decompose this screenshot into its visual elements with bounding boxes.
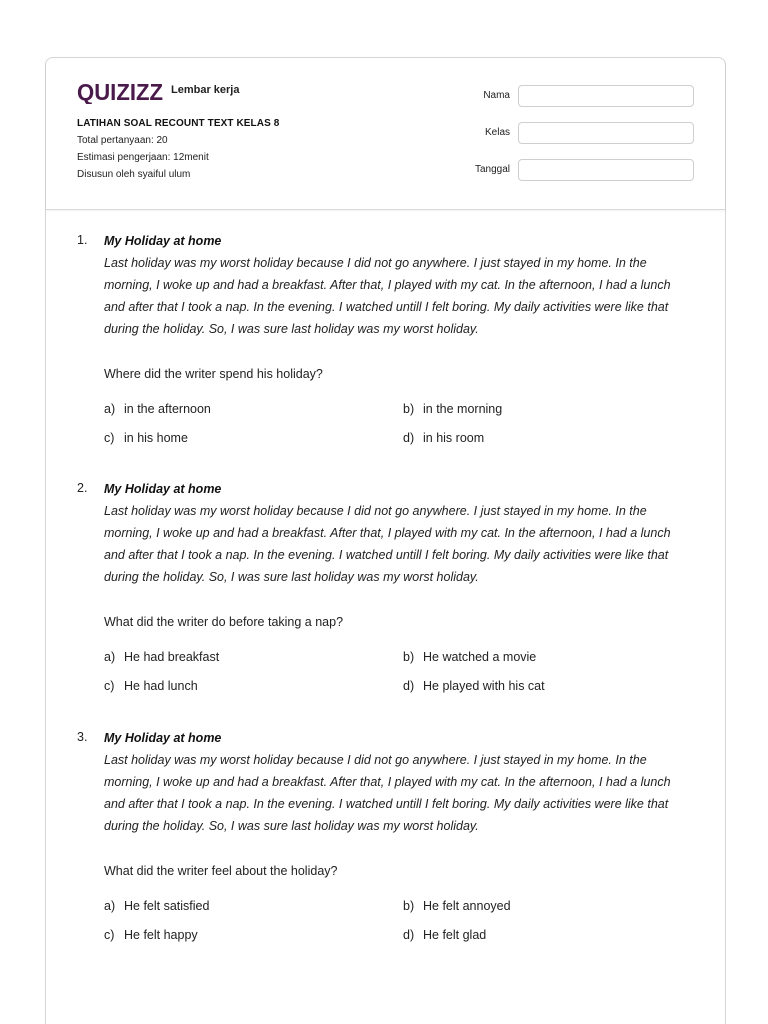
date-label: Tanggal	[474, 164, 510, 175]
name-field-row	[464, 85, 694, 107]
question-prompt: What did the writer do before taking a nap?	[104, 615, 344, 629]
option-text: in his room	[423, 431, 485, 445]
option-b[interactable]	[403, 401, 693, 417]
question-number: 1.	[77, 233, 88, 247]
passage-text: Last holiday was my worst holiday because I did not go anywhere. I just stayed in my home. In the morning, I woke up and had a breakfast. After that, I played with my cat. In the afternoon, I had a lunch and after that I took a nap. In the evening. I watched untill I felt boring. My daily activities were like that during the holiday. So, I was sure last holiday was my worst holiday.	[104, 256, 671, 336]
name-label: Nama	[483, 90, 510, 101]
question-body	[104, 730, 694, 943]
option-letter: d)	[403, 431, 415, 445]
option-a[interactable]	[104, 401, 403, 417]
student-fields	[464, 85, 694, 196]
brand	[77, 80, 239, 104]
passage-text: Last holiday was my worst holiday because I did not go anywhere. I just stayed in my home. In the morning, I woke up and had a breakfast. After that, I played with my cat. In the afternoon, I had a lunch and after that I took a nap. In the evening. I watched untill I felt boring. My daily activities were like that during the holiday. So, I was sure last holiday was my worst holiday.	[104, 753, 671, 833]
passage-title: My Holiday at home	[104, 234, 222, 248]
answer-options	[104, 649, 694, 694]
answer-options	[104, 898, 694, 943]
quizizz-logo-icon	[77, 80, 163, 104]
option-d[interactable]	[403, 678, 693, 694]
passage-title: My Holiday at home	[104, 731, 222, 745]
option-b[interactable]	[403, 649, 693, 665]
option-letter: c)	[104, 431, 115, 445]
option-letter: a)	[104, 899, 116, 913]
option-letter: a)	[104, 650, 116, 664]
option-letter: c)	[104, 928, 115, 942]
total-questions: Total pertanyaan: 20	[77, 135, 168, 146]
option-text: He felt glad	[423, 928, 487, 942]
option-letter: b)	[403, 650, 415, 664]
question-prompt: What did the writer feel about the holiday?	[104, 864, 338, 878]
option-letter: d)	[403, 679, 415, 693]
option-text: He watched a movie	[423, 650, 537, 664]
brand-subtitle: Lembar kerja	[171, 84, 240, 96]
option-c[interactable]	[104, 927, 403, 943]
class-label: Kelas	[484, 127, 510, 138]
estimated-time: Estimasi pengerjaan: 12menit	[77, 152, 209, 163]
option-text: He had lunch	[124, 679, 198, 693]
option-text: in his home	[124, 431, 188, 445]
question-prompt: Where did the writer spend his holiday?	[104, 367, 323, 381]
class-field-row	[464, 122, 694, 144]
name-field[interactable]	[518, 85, 694, 107]
class-field[interactable]	[518, 122, 694, 144]
option-letter: b)	[403, 402, 415, 416]
worksheet	[45, 57, 726, 1024]
question-body	[104, 481, 694, 694]
worksheet-meta	[77, 118, 279, 180]
question-number: 3.	[77, 730, 88, 744]
option-text: He played with his cat	[423, 679, 545, 693]
option-letter: d)	[403, 928, 415, 942]
option-text: He felt satisfied	[124, 899, 210, 913]
answer-options	[104, 401, 694, 446]
logo-text: QUIZIZZ	[77, 80, 163, 104]
option-text: He had breakfast	[124, 650, 220, 664]
date-field[interactable]	[518, 159, 694, 181]
author: Disusun oleh syaiful ulum	[77, 169, 191, 180]
worksheet-header	[46, 58, 725, 210]
worksheet-title: LATIHAN SOAL RECOUNT TEXT KELAS 8	[77, 118, 280, 129]
option-text: He felt annoyed	[423, 899, 511, 913]
option-text: He felt happy	[124, 928, 198, 942]
option-d[interactable]	[403, 430, 693, 446]
passage-title: My Holiday at home	[104, 482, 222, 496]
option-text: in the morning	[423, 402, 503, 416]
option-letter: c)	[104, 679, 115, 693]
option-a[interactable]	[104, 649, 403, 665]
option-letter: a)	[104, 402, 116, 416]
question-body	[104, 233, 694, 446]
question-number: 2.	[77, 481, 88, 495]
option-d[interactable]	[403, 927, 693, 943]
date-field-row	[464, 159, 694, 181]
option-c[interactable]	[104, 678, 403, 694]
option-b[interactable]	[403, 898, 693, 914]
option-c[interactable]	[104, 430, 403, 446]
option-letter: b)	[403, 899, 415, 913]
option-a[interactable]	[104, 898, 403, 914]
option-text: in the afternoon	[124, 402, 211, 416]
passage-text: Last holiday was my worst holiday because I did not go anywhere. I just stayed in my home. In the morning, I woke up and had a breakfast. After that, I played with my cat. In the afternoon, I had a lunch and after that I took a nap. In the evening. I watched untill I felt boring. My daily activities were like that during the holiday. So, I was sure last holiday was my worst holiday.	[104, 504, 671, 584]
